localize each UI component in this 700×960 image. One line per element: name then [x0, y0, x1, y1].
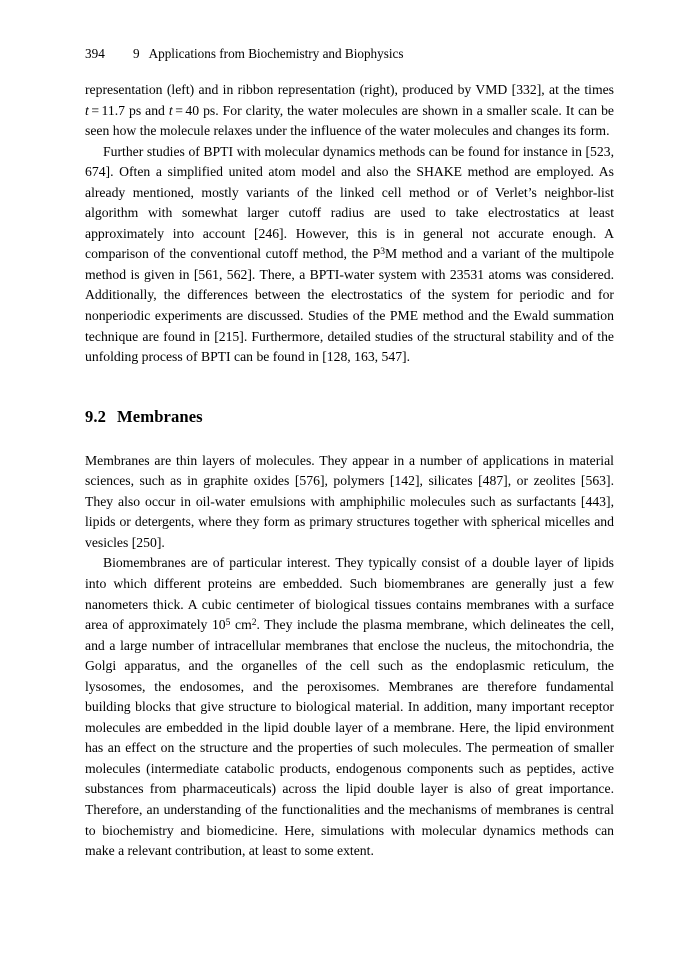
paragraph-2-part-2: M method and a variant of the multipole method is given in [561, 562]. There, a BPTI-water system with 23531 atoms was considered. Additionally, the differences between the electrostatics of the system for periodic and for nonperiodic experiments are discussed. Studies of the PME method and the Ewald summation technique are found in [215]. Furthermore, detailed studies of the structural stability and of the unfolding process of BPTI can be found in [128, 163, 547].	[85, 246, 614, 365]
page-number: 394	[85, 46, 105, 61]
paragraph-membranes-intro: Membranes are thin layers of molecules. They appear in a number of applications in material sciences, such as in graphite oxides [576], polymers [142], silicates [487], or zeolites [563]. They also occur in oil-water emulsions with amphiphilic molecules such as surfactants [443], lipids or detergents, where they form as primary structures together with spherical micelles and vesicles [250].	[85, 452, 614, 550]
math-operator-equals: =	[175, 102, 183, 118]
chapter-number: 9	[133, 46, 140, 61]
spacer-before-heading	[85, 368, 614, 407]
inline-math-time-2	[169, 103, 199, 118]
section-number: 9.2	[85, 406, 107, 426]
spacer-after-heading	[85, 426, 614, 451]
paragraph-1-part-3: ps. For clarity, the water molecules are shown in a smaller scale. It can be seen how the molecule relaxes under the influence of the water molecules and changes its form.	[85, 102, 614, 139]
math-unit-exponent-two: 2	[251, 617, 257, 629]
math-variable-t: t	[85, 102, 89, 118]
paragraph-1-part-2: ps and	[125, 102, 169, 118]
inline-math-surface-area	[212, 617, 257, 632]
math-base-ten: 10	[211, 617, 226, 633]
paragraph-continuation	[85, 80, 614, 142]
paragraph-1-part-1: representation (left) and in ribbon representation (right), produced by VMD [332], at the times	[85, 82, 614, 97]
section-title: Membranes	[117, 406, 203, 426]
running-head	[85, 47, 614, 60]
math-operator-equals: =	[91, 102, 100, 118]
paragraph-2-part-1: Further studies of BPTI with molecular dynamics methods can be found for instance in [523, 674]. Often a simplified united atom model and also the SHAKE method are employed. As already mentioned, mostly variants of the linked cell method or of Verlet’s neighbor-list algorithm with somewhat larger cutoff radius are used to take electrostatics at least approximately into account [246]. However, this is in general not accurate enough. A comparison of the conventional cutoff method, the P	[85, 143, 614, 262]
section-heading-membranes	[85, 407, 614, 426]
paragraph-bpti-studies	[85, 142, 614, 368]
math-variable-t: t	[168, 102, 173, 118]
superscript-three: 3	[380, 246, 386, 258]
math-number: 11.7	[101, 102, 125, 118]
math-number: 40	[185, 102, 200, 118]
paragraph-4-part-1: Biomembranes are of particular interest. They typically consist of a double layer of lipids into which different proteins are embedded. Such biomembranes are generally just a few nanometers thick. A cubic centimeter of biological tissues contains membranes with a surface area of approximately	[85, 555, 614, 633]
inline-math-time-1	[85, 103, 125, 118]
chapter-title: Applications from Biochemistry and Biophysics	[148, 46, 404, 61]
math-exponent-five: 5	[225, 617, 231, 629]
text-column	[85, 80, 614, 862]
paragraph-4-part-2: . They include the plasma membrane, which delineates the cell, and a large number of intracellular membranes that enclose the nucleus, the mitochondria, the Golgi apparatus, and the organelles of the cell such as the endoplasmic reticulum, the lysosomes, the endosomes, and the peroxisomes. Membranes are therefore fundamental building blocks that give structure to biological material. In addition, many important receptor molecules are embedded in the lipid double layer of a membrane. Here, the lipid environment has an effect on the structure and the properties of such molecules. The permeation of smaller molecules (intermediate catabolic products, endogenous components such as peptides, active substances from pharmaceuticals) across the lipid double layer is also of great importance. Therefore, an understanding of the functionalities and the mechanisms of membranes is central to biochemistry and biomedicine. Here, simulations with molecular dynamics methods can make a relevant contribution, at least to some extent.	[85, 617, 614, 859]
paragraph-biomembranes	[85, 553, 614, 861]
math-unit-cm: cm	[235, 617, 252, 633]
